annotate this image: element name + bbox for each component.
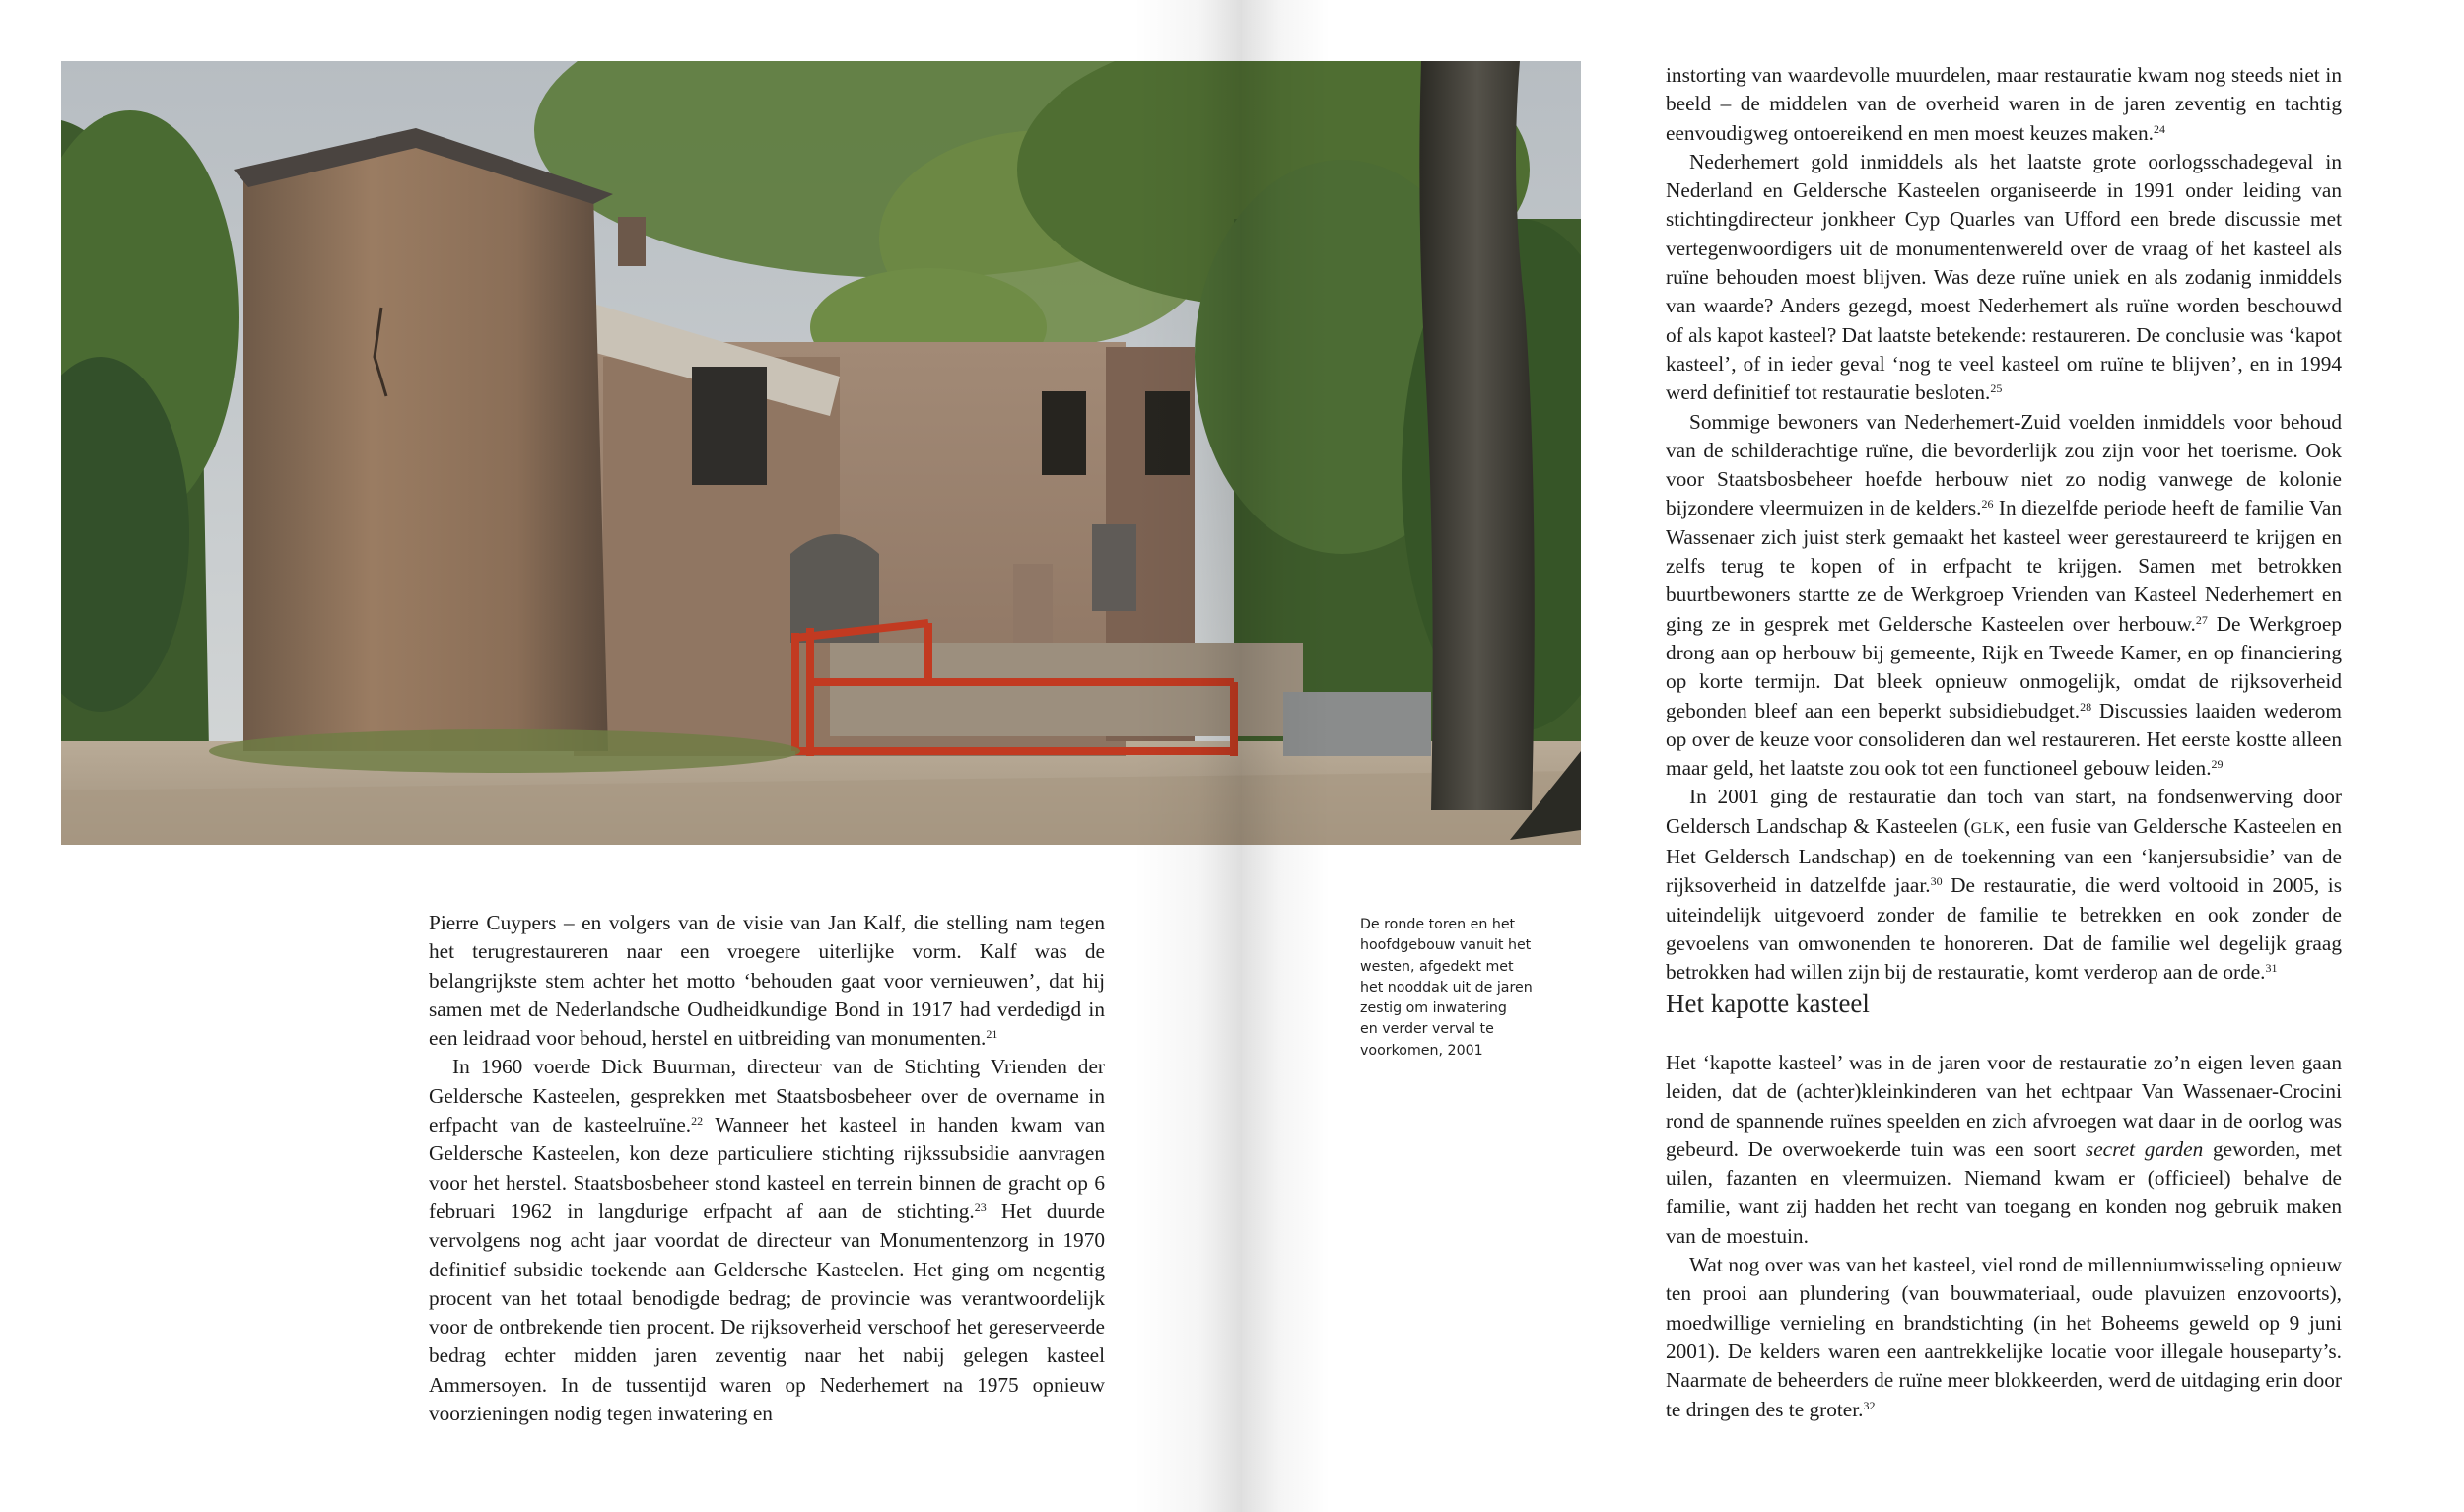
paragraph: Sommige bewoners van Nederhemert-Zuid voelden inmiddels voor behoud van de schilderachtige ruïne, die bevorderlijk zou zijn voor het toerisme. Ook voor Staatsbosbeheer hoefde herbouw niet zo nodig vanwege de kolonie bijzondere vleermuizen in de kelders.$^{26}$ In diezelfde periode heeft de familie Van Wassenaer zich juist sterk gemaakt het kasteel weer gerestaureerd te krijgen en zelfs terug te kopen of in erfpacht te krijgen. Samen met betrokken buurtbewoners startte ze de Werkgroep Vrienden van Kasteel Nederhemert en ging ze in gesprek met Geldersche Kasteelen over herbouw.$^{27}$ De Werkgroep drong aan op herbouw bij gemeente, Rijk en Tweede Kamer, en op financiering op korte termijn. Dat bleek opnieuw onmogelijk, omdat de rijksoverheid gebonden bleef aan een beperkt subsidiebudget.$^{28}$ Discussies laaiden wederom op over de keuze voor consolideren dan wel restaureren. Het eerste kostte alleen maar geld, het laatste zou ook tot een functioneel gebouw leiden.$^{29}$ xyxy=(1666,409,2342,781)
paragraph: instorting van waardevolle muurdelen, maar restauratie kwam nog steeds niet in beeld – de middelen van de overheid waren in de jaren zeventig en tachtig eenvoudigweg ontoereikend en men moest keuzes maken.$^{24}$ xyxy=(1666,63,2342,145)
section-heading: Het kapotte kasteel xyxy=(1666,989,1870,1018)
paragraph: In 1960 voerde Dick Buurman, directeur van de Stichting Vrienden der Geldersche Kasteelen, gesprekken met Staatsbosbeheer over de overname in erfpacht van de kasteelruïne.$^{22}$ Wanneer het kasteel in handen kwam van Geldersche Kasteelen, kon deze particuliere stichting rijkssubsidie aanvragen voor het herstel. Staatsbosbeheer stond kasteel en terrein binnen de gracht op 6 februari 1962 in langdurige erfpacht af aan de stichting.$^{23}$ Het duurde vervolgens nog acht jaar voordat de directeur van Monumentenzorg in 1970 definitief subsidie toekende aan Geldersche Kasteelen. Het ging om negentig procent van het totaal benodigde bedrag; de provincie was verantwoordelijk voor de ontbrekende tien procent. De rijksoverheid verschoof het gereserveerde bedrag echter midden jaren zeventig naar het nabij gelegen kasteel Ammersoyen. In de tussentijd waren op Nederhemert na 1975 opnieuw voorzieningen nodig tegen inwatering en xyxy=(429,1055,1105,1426)
footnote-ref: 31 xyxy=(2265,961,2278,976)
castle-ruin-photograph xyxy=(61,61,1581,845)
left-body-text xyxy=(429,909,1105,1428)
footnote-ref: 26 xyxy=(1981,497,1994,512)
gutter-shadow-left xyxy=(1133,0,1242,1512)
paragraph: Pierre Cuypers – en volgers van de visie van Jan Kalf, die stelling nam tegen het terugrestaureren naar een vroegere uiterlijke vorm. Kalf was de belangrijkste stem achter het motto ‘behouden gaat voor vernieuwen’, dat hij samen met de Nederlandsche Oudheidkundige Bond in 1917 had verdedigd in een leidraad voor behoud, herstel en uitbreiding van monumenten.$^{21}$ xyxy=(429,911,1105,1051)
right-body-text-bottom xyxy=(1666,1049,2342,1424)
paragraph: Wat nog over was van het kasteel, viel rond de millenniumwisseling opnieuw ten prooi aan plundering (van bouwmateriaal, oude plavuizen enzovoorts), moedwillige vernieling en brandstichting (in het Boheems geweld op 9 juni 2001). De kelders waren een aantrekkelijke locatie voor illegale houseparty’s. Naarmate de beheerders de ruïne meer blokkeerden, werd de uitdaging erin door te dringen des te groter.$^{32}$ xyxy=(1666,1253,2342,1421)
footnote-ref: 21 xyxy=(986,1027,998,1042)
right-body-text-top xyxy=(1666,61,2342,988)
footnote-ref: 25 xyxy=(1990,381,2003,396)
footnote-ref: 29 xyxy=(2211,757,2224,772)
paragraph: In 2001 ging de restauratie dan toch van start, na fondsenwerving door Geldersch Landschap & Kasteelen (GLK, een fusie van Geldersche Kasteelen en Het Geldersch Landschap) en de toekenning van een ‘kanjersubsidie’ van de rijksoverheid in datzelfde jaar.$^{30}$ De restauratie, die werd voltooid in 2005, is uiteindelijk uitgevoerd zonder de familie te betrekken en ook zonder de gevoelens van omwonenden te honoreren. Dat de familie wel degelijk graag betrokken had willen zijn bij de restauratie, komt verderop aan de orde.$^{31}$ xyxy=(1666,785,2342,985)
footnote-ref: 27 xyxy=(2195,612,2208,627)
photo-caption: De ronde toren en het hoofdgebouw vanuit het westen, afgedekt met het nooddak uit de jaren zestig om inwatering en verder verval te voorkomen, 2001 xyxy=(1360,917,1533,1059)
footnote-ref: 23 xyxy=(974,1200,987,1214)
gutter-shadow-right xyxy=(1242,0,1331,1512)
paragraph: Nederhemert gold inmiddels als het laatste grote oorlogsschadegeval in Nederland en Geldersche Kasteelen organiseerde in 1991 onder leiding van stichtingdirecteur jonkheer Cyp Quarles van Ufford een brede discussie met vertegenwoordigers uit de monumentenwereld over de vraag of het kasteel als ruïne behouden moest blijven. Was deze ruïne uniek en als zodanig inmiddels van waarde? Anders gezegd, moest Nederhemert als ruïne worden beschouwd of als kapot kasteel? Dat laatste betekende: restaureren. De conclusie was ‘kapot kasteel’, of in ieder geval ‘nog te veel kasteel om ruïne te blijven’, en in 1994 werd definitief tot restauratie besloten.$^{25}$ xyxy=(1666,149,2342,405)
footnote-ref: 28 xyxy=(2080,699,2092,714)
footnote-ref: 22 xyxy=(691,1114,704,1129)
footnote-ref: 30 xyxy=(1930,874,1943,889)
paragraph: Het ‘kapotte kasteel’ was in de jaren voor de restauratie zo’n eigen leven gaan leiden, dat de (achter)kleinkinderen van het echtpaar Van Wassenaer-Crocini rond de spannende ruïnes speelden en zich afvroegen wat daar in de oorlog was gebeurd. De overwoekerde tuin was een soort secret garden geworden, met uilen, fazanten en vleermuizen. Niemand kwam er (officieel) behalve de familie, want zij hadden het recht van toegang en konden nog gebruik maken van de moestuin. xyxy=(1666,1051,2342,1248)
footnote-ref: 32 xyxy=(1863,1398,1876,1412)
footnote-ref: 24 xyxy=(2154,121,2165,136)
